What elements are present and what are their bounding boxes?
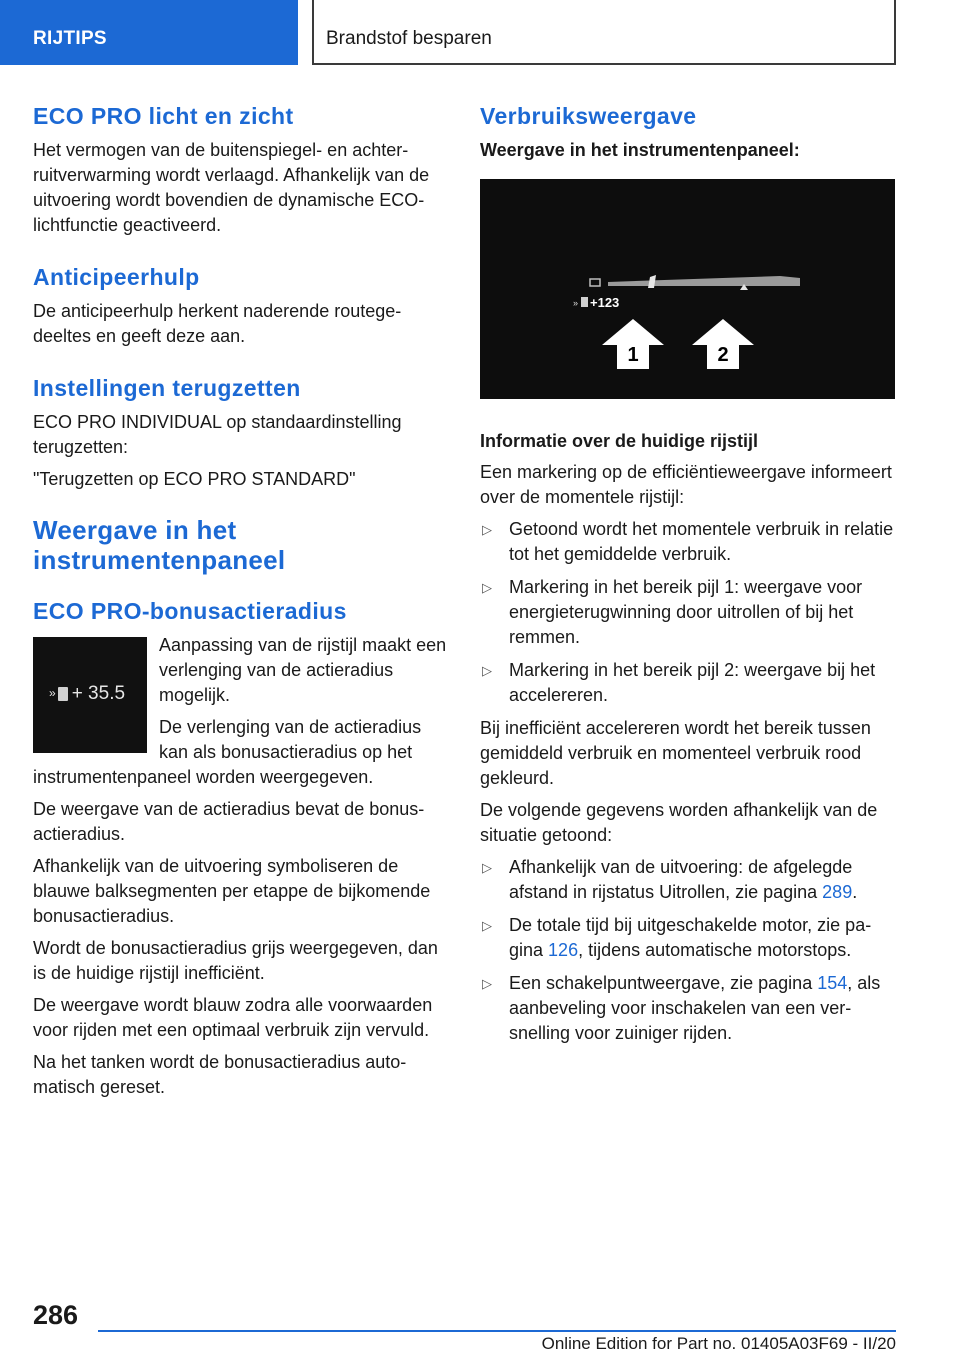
paragraph: Wordt de bonusactieradius grijs weergegeven, dan is de huidige rijstijl inefficiënt.	[33, 938, 438, 983]
double-chevron-icon: »	[573, 298, 579, 308]
battery-icon	[590, 279, 600, 286]
bullet-list	[480, 517, 896, 708]
paragraph: Bij inefficiënt accelereren wordt het bereik tussen gemiddeld verbruik en momenteel verbruik rood gekleurd.	[480, 718, 871, 788]
bullet-triangle-icon: ▷	[482, 860, 492, 875]
paragraph: Aanpassing van de rijstijl maakt een verlenging van de actieradius mogelijk.	[159, 635, 447, 705]
consumption-display-image	[480, 179, 895, 399]
section-tab: RIJTIPS	[0, 0, 298, 65]
double-chevron-icon: »	[49, 686, 56, 700]
paragraph: Het vermogen van de buitenspiegel- en achterruitverwarming wordt verlaagd. Afhankelijk van de uitvoering wordt bovendien de dynamische ECO-lichtfunctie geactiveerd.	[33, 140, 430, 235]
edition-note: Online Edition for Part no. 01405A03F69 - II/20	[541, 1334, 896, 1353]
heading-bonus: ECO PRO-bonusactieradius	[33, 598, 347, 624]
chapter-title: Brandstof besparen	[312, 0, 896, 65]
bullet-triangle-icon: ▷	[482, 580, 492, 595]
arrow-2-label: 2	[717, 344, 729, 366]
list-item: ▷ Getoond wordt het momentele verbruik in relatie tot het gemiddelde verbruik.	[482, 519, 894, 564]
paragraph: De anticipeerhulp herkent naderende routegedeeltes en geeft deze aan.	[33, 301, 402, 346]
list-item: ▷ Markering in het bereik pijl 2: weergave bij het accelereren.	[482, 660, 876, 705]
paragraph: Na het tanken wordt de bonusactieradius automatisch gereset.	[33, 1052, 407, 1097]
subheading-display: Weergave in het instrumentenpaneel:	[480, 140, 800, 160]
fuel-pump-icon	[58, 687, 68, 701]
bullet-triangle-icon: ▷	[482, 663, 492, 678]
paragraph: De weergave wordt blauw zodra alle voorwaarden voor rijden met een optimaal verbruik zijn vervuld.	[33, 995, 433, 1040]
marker-icon	[648, 275, 656, 288]
paragraph: De verlenging van de actieradius kan als bonusactieradius op het instrumentenpaneel worden weergegeven.	[33, 717, 422, 787]
efficiency-bar	[608, 276, 800, 286]
bonus-range-value: + 35.5	[71, 683, 126, 704]
left-column	[33, 100, 451, 1107]
page-link-126[interactable]: 126	[548, 940, 579, 960]
consumption-value: +123	[590, 295, 620, 310]
bullet-triangle-icon: ▷	[482, 918, 492, 933]
list-item: ▷ Markering in het bereik pijl 1: weergave voor energieterugwinning door uitrollen of bij het remmen.	[482, 577, 863, 647]
list-item: ▷ Een schakelpuntweergave, zie pagina 154, als aanbeveling voor inschakelen van een versnelling voor zuiniger rijden.	[482, 973, 881, 1043]
paragraph: De weergave van de actieradius bevat de bonusactieradius.	[33, 799, 425, 844]
heading-reset: Instellingen terugzetten	[33, 375, 301, 401]
footer-divider	[98, 1330, 896, 1332]
right-column	[480, 100, 896, 1054]
page-link-154[interactable]: 154	[817, 973, 848, 993]
page-number: 286	[33, 1300, 79, 1330]
bullet-list	[480, 855, 896, 1046]
paragraph: Een markering op de efficiëntieweergave informeert over de momentele rijstijl:	[480, 462, 892, 507]
heading-weergave: Weergave in het instrumentenpaneel	[33, 515, 286, 575]
heading-eco-pro-light: ECO PRO licht en zicht	[33, 103, 294, 129]
paragraph: ECO PRO INDIVIDUAL op standaardinstelling terugzetten:	[33, 412, 402, 457]
bullet-triangle-icon: ▷	[482, 976, 492, 991]
bonus-range-display-image	[33, 637, 147, 753]
paragraph: Afhankelijk van de uitvoering symboliseren de blauwe balksegmenten per etappe de bijkomende bonusactieradius.	[33, 856, 431, 926]
list-item: ▷ De totale tijd bij uitgeschakelde motor, zie pagina 126, tijdens automatische motorstops.	[482, 915, 872, 960]
list-item: ▷ Afhankelijk van de uitvoering: de afgelegde afstand in rijstatus Uitrollen, zie pagina 289.	[482, 857, 858, 902]
subheading-info: Informatie over de huidige rijstijl	[480, 431, 759, 451]
paragraph: "Terugzetten op ECO PRO STANDARD"	[33, 469, 356, 489]
bullet-triangle-icon: ▷	[482, 522, 492, 537]
fuel-pump-icon	[581, 297, 588, 307]
heading-verbruiksweergave: Verbruiksweergave	[480, 103, 697, 129]
paragraph: De volgende gegevens worden afhankelijk van de situatie getoond:	[480, 800, 878, 845]
heading-anticipeerhulp: Anticipeerhulp	[33, 264, 200, 290]
arrow-1-label: 1	[627, 344, 639, 366]
page-link-289[interactable]: 289	[822, 882, 853, 902]
